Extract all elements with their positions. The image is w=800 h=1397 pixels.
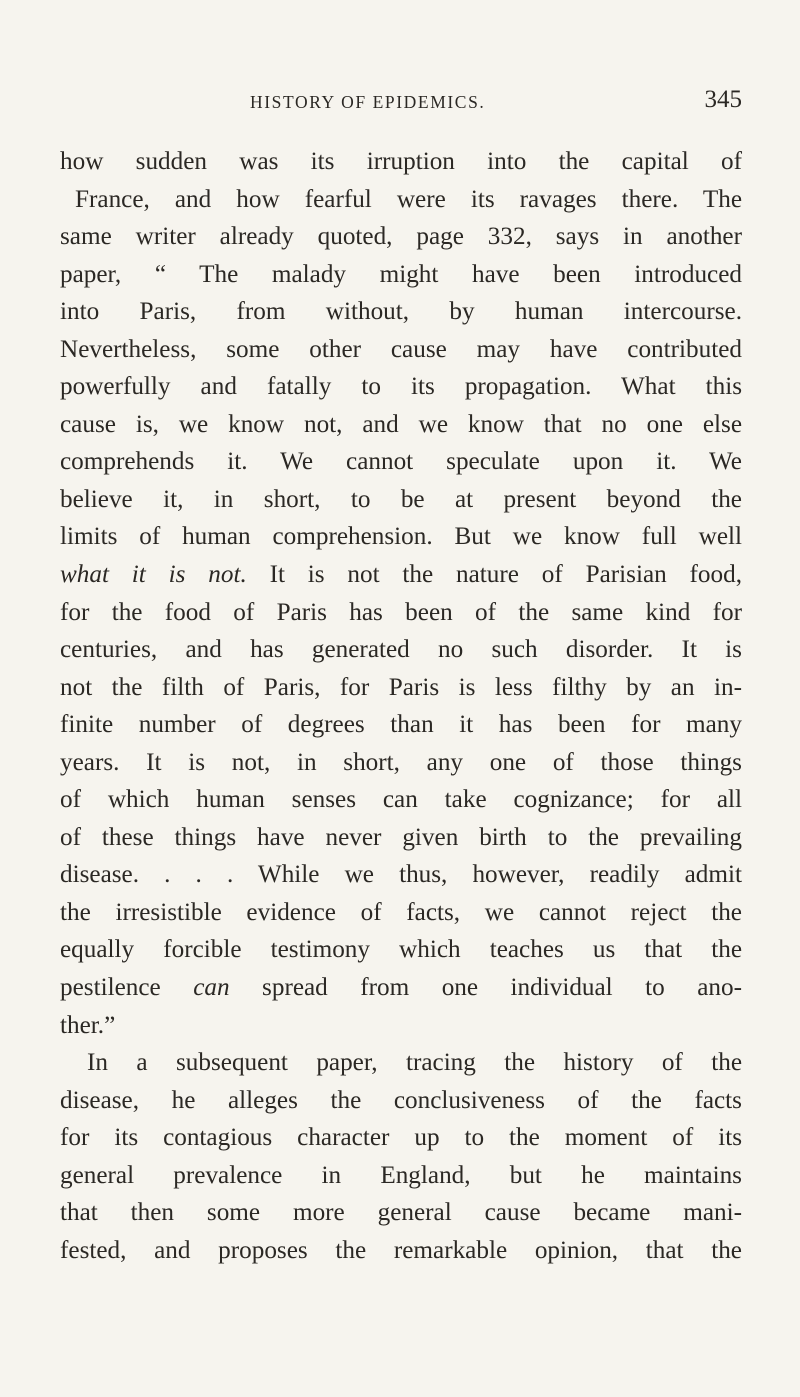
text-line: that then some more general cause became mani- bbox=[60, 1199, 742, 1227]
text-line: same writer already quoted, page 332, says in another bbox=[60, 223, 742, 251]
text-line: powerfully and fatally to its propagation. What this bbox=[60, 373, 742, 401]
text-line: centuries, and has generated no such disorder. It is bbox=[60, 636, 742, 664]
text-line: comprehends it. We cannot speculate upon it. We bbox=[60, 448, 742, 476]
text-line: Nevertheless, some other cause may have contributed bbox=[60, 335, 742, 363]
text-line: for its contagious character up to the moment of its bbox=[60, 1124, 742, 1152]
page-header bbox=[60, 86, 742, 122]
text-line: into Paris, from without, by human intercourse. bbox=[60, 298, 742, 326]
text-line: believe it, in short, to be at present beyond the bbox=[60, 485, 742, 513]
page-number: 345 bbox=[704, 86, 742, 113]
text-line: pestilence can spread from one individual to ano- bbox=[60, 974, 742, 1002]
text-line: France, and how fearful were its ravages there. The bbox=[75, 185, 742, 213]
text-line: disease, he alleges the conclusiveness of the facts bbox=[60, 1086, 742, 1114]
text-line: paper, “ The malady might have been introduced bbox=[60, 260, 742, 288]
text-line: years. It is not, in short, any one of those things bbox=[60, 748, 742, 776]
text-line: what it is not. It is not the nature of Parisian food, bbox=[60, 561, 743, 589]
text-line: general prevalence in England, but he maintains bbox=[60, 1161, 742, 1189]
italic-phrase: what it is not. bbox=[60, 561, 247, 589]
text-line: fested, and proposes the remarkable opinion, that the bbox=[60, 1236, 742, 1264]
text-line: finite number of degrees than it has been for many bbox=[60, 711, 742, 739]
text-line: of these things have never given birth to the prevailing bbox=[60, 823, 742, 851]
text-line: how sudden was its irruption into the capital of bbox=[60, 148, 742, 175]
text-line: the irresistible evidence of facts, we cannot reject the bbox=[60, 898, 742, 926]
text-line: not the filth of Paris, for Paris is less filthy by an in- bbox=[60, 673, 742, 701]
text-line: cause is, we know not, and we know that no one else bbox=[60, 410, 742, 438]
body-text bbox=[60, 143, 742, 1269]
text-line: for the food of Paris has been of the same kind for bbox=[60, 598, 742, 626]
text-line: ther.” bbox=[60, 1011, 116, 1039]
text-line: of which human senses can take cognizance; for all bbox=[60, 786, 742, 814]
paragraph-start: In a subsequent paper, tracing the history of the bbox=[87, 1049, 742, 1077]
text-line: limits of human comprehension. But we know full well bbox=[60, 523, 742, 551]
text-line: equally forcible testimony which teaches us that the bbox=[60, 936, 742, 964]
italic-word: can bbox=[193, 974, 230, 1002]
running-head: HISTORY OF EPIDEMICS. bbox=[250, 92, 486, 112]
text-line: disease. . . . While we thus, however, readily admit bbox=[60, 861, 742, 889]
